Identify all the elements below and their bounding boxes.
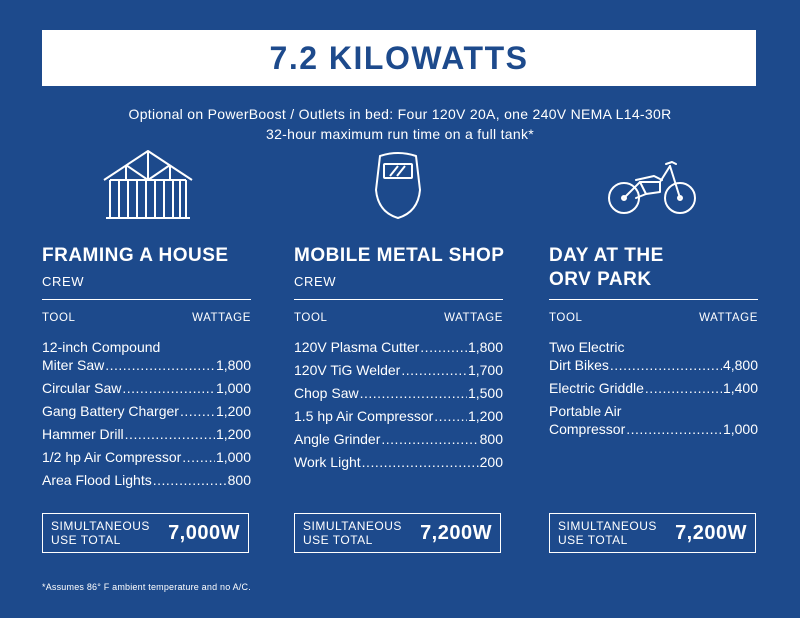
tool-wattage: 800 (227, 472, 251, 488)
page-title: 7.2 KILOWATTS (269, 39, 529, 76)
total-label (51, 519, 150, 547)
list-item (549, 379, 758, 397)
list-item (294, 361, 503, 379)
total-label-line1: SIMULTANEOUS (303, 519, 402, 533)
tool-name-line1: 12-inch Compound (42, 339, 161, 355)
header-wattage: WATTAGE (192, 312, 251, 324)
column-framing-a-house (42, 244, 251, 547)
simultaneous-total-box (42, 513, 249, 553)
tool-wattage: 800 (479, 431, 503, 447)
tool-wattage: 1,800 (215, 357, 251, 373)
tool-wattage: 1,700 (467, 362, 503, 378)
footnote: *Assumes 86° F ambient temperature and no A/C. (42, 582, 251, 592)
tool-name-line1: Two Electric (549, 339, 625, 355)
dot-leader (434, 407, 467, 425)
tool-name: Gang Battery Charger (42, 403, 179, 419)
tool-wattage: 1,200 (215, 403, 251, 419)
simultaneous-total-box (294, 513, 501, 553)
list-item (549, 402, 758, 438)
tool-wattage: 1,000 (722, 421, 758, 437)
header-tool: TOOL (294, 312, 328, 324)
tool-list (294, 338, 503, 471)
tool-name: Hammer Drill (42, 426, 124, 442)
total-label-line1: SIMULTANEOUS (51, 519, 150, 533)
tool-list (549, 338, 758, 438)
header-wattage: WATTAGE (699, 312, 758, 324)
dot-leader (362, 453, 479, 471)
tool-wattage: 4,800 (722, 357, 758, 373)
subtitle-line-1: Optional on PowerBoost / Outlets in bed: Four 120V 20A, one 240V NEMA L14-30R (128, 106, 672, 122)
dot-leader (645, 379, 722, 397)
list-item (42, 402, 251, 420)
dot-leader (122, 379, 215, 397)
tool-wattage: 1,800 (467, 339, 503, 355)
table-header (294, 312, 503, 324)
tool-name: Compressor (549, 421, 626, 437)
column-mobile-metal-shop (294, 244, 505, 547)
tool-name-line1: Portable Air (549, 403, 622, 419)
header-tool: TOOL (549, 312, 583, 324)
total-label-line2: USE TOTAL (303, 533, 373, 547)
dot-leader (360, 384, 467, 402)
dot-leader (420, 338, 467, 356)
welding-mask-icon (370, 150, 426, 220)
tool-name: Dirt Bikes (549, 357, 609, 373)
column-title: FRAMING A HOUSE (42, 245, 229, 266)
subtitle (0, 104, 800, 144)
list-item (294, 407, 503, 425)
list-item (294, 430, 503, 448)
tool-name: Angle Grinder (294, 431, 381, 447)
list-item (42, 471, 251, 489)
dot-leader (626, 420, 722, 438)
subtitle-line-2: 32-hour maximum run time on a full tank* (266, 126, 534, 142)
table-header (549, 312, 758, 324)
list-item (294, 338, 503, 356)
tool-list (42, 338, 251, 489)
tool-wattage: 1,400 (722, 380, 758, 396)
total-value: 7,000W (168, 521, 240, 544)
simultaneous-total-box (549, 513, 756, 553)
header-wattage: WATTAGE (444, 312, 503, 324)
tool-name: Work Light (294, 454, 361, 470)
total-value: 7,200W (420, 521, 492, 544)
tool-wattage: 1,000 (215, 380, 251, 396)
column-title-line2: ORV PARK (549, 269, 652, 290)
total-label-line2: USE TOTAL (558, 533, 628, 547)
dot-leader (180, 402, 215, 420)
header-tool: TOOL (42, 312, 76, 324)
list-item (42, 338, 251, 374)
total-value: 7,200W (675, 521, 747, 544)
dot-leader (105, 356, 215, 374)
list-item (294, 453, 503, 471)
house-frame-icon (102, 148, 194, 220)
column-day-at-the-orv-park (549, 244, 758, 547)
tool-wattage: 1,500 (467, 385, 503, 401)
total-label-line2: USE TOTAL (51, 533, 121, 547)
column-crew-label: CREW (42, 274, 85, 289)
total-label (558, 519, 657, 547)
dot-leader (610, 356, 722, 374)
list-item (294, 384, 503, 402)
divider (42, 299, 251, 300)
divider (549, 299, 758, 300)
dot-leader (182, 448, 215, 466)
tool-name: Circular Saw (42, 380, 122, 396)
list-item (42, 379, 251, 397)
tool-name: 1/2 hp Air Compressor (42, 449, 182, 465)
tool-wattage: 200 (479, 454, 503, 470)
column-title (549, 244, 758, 292)
tool-wattage: 1,200 (467, 408, 503, 424)
total-label-line1: SIMULTANEOUS (558, 519, 657, 533)
dot-leader (153, 471, 227, 489)
divider (294, 299, 503, 300)
tool-name: Chop Saw (294, 385, 359, 401)
dirt-bike-icon (606, 158, 698, 218)
dot-leader (381, 430, 478, 448)
title-banner (42, 30, 756, 86)
list-item (549, 338, 758, 374)
tool-name: Miter Saw (42, 357, 105, 373)
column-title-line1: DAY AT THE (549, 245, 664, 266)
tool-name: Area Flood Lights (42, 472, 152, 488)
column-crew-label: CREW (294, 274, 337, 289)
total-label (303, 519, 402, 547)
tool-name: 1.5 hp Air Compressor (294, 408, 434, 424)
list-item (42, 448, 251, 466)
dot-leader (401, 361, 467, 379)
column-title: MOBILE METAL SHOP (294, 245, 505, 266)
table-header (42, 312, 251, 324)
tool-name: 120V TiG Welder (294, 362, 401, 378)
dot-leader (125, 425, 215, 443)
tool-wattage: 1,200 (215, 426, 251, 442)
tool-name: Electric Griddle (549, 380, 644, 396)
tool-wattage: 1,000 (215, 449, 251, 465)
list-item (42, 425, 251, 443)
tool-name: 120V Plasma Cutter (294, 339, 420, 355)
